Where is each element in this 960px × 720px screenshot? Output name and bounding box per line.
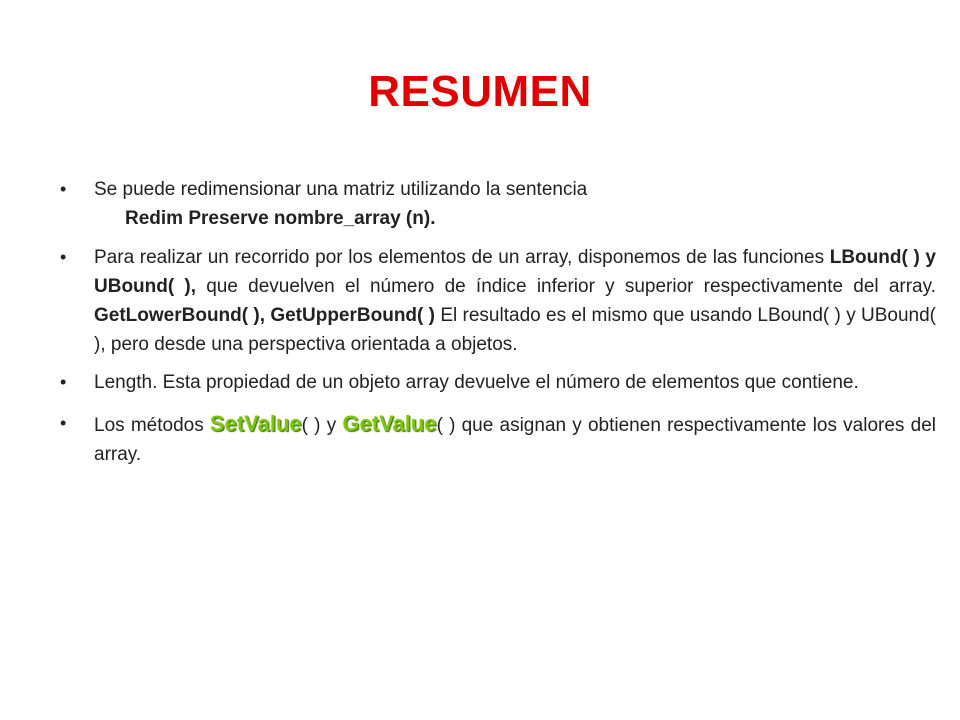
bullet-methods-text-2: ( ) y — [301, 415, 343, 436]
setvalue-highlight: SetValue — [209, 411, 302, 436]
lbound-ubound-bold: LBound( ) y UBound( ), — [94, 247, 936, 297]
getvalue-highlight: GetValue — [342, 411, 437, 436]
bullet-bounds — [60, 243, 936, 359]
bullet-methods — [60, 409, 936, 469]
slide-title: RESUMEN — [368, 67, 592, 116]
bullet-list — [60, 175, 936, 469]
redim-code-line: Redim Preserve nombre_array (n). — [125, 208, 436, 229]
bullet-length-text: Length. Esta propiedad de un objeto array devuelve el número de elementos que contiene. — [94, 372, 859, 393]
bullet-methods-text-1: Los métodos — [94, 415, 210, 436]
bullet-length — [60, 368, 936, 397]
bullet-bounds-text-2: que devuelven el número de índice inferior y superior respectivamente del array. — [196, 276, 936, 297]
bullet-methods-text-3: ( ) que asignan y obtienen respectivamente los valores del array. — [94, 415, 936, 465]
getbound-methods-bold: GetLowerBound( ), GetUpperBound( ) — [94, 305, 436, 326]
bullet-bounds-text-3: El resultado es el mismo que usando LBound( ) y UBound( ), pero desde una perspectiva orientada a objetos. — [94, 305, 937, 355]
bullet-redim — [60, 175, 936, 204]
bullet-bounds-text-1: Para realizar un recorrido por los elementos de un array, disponemos de las funciones — [94, 247, 830, 268]
bullet-redim-text: Se puede redimensionar una matriz utilizando la sentencia — [94, 179, 588, 200]
